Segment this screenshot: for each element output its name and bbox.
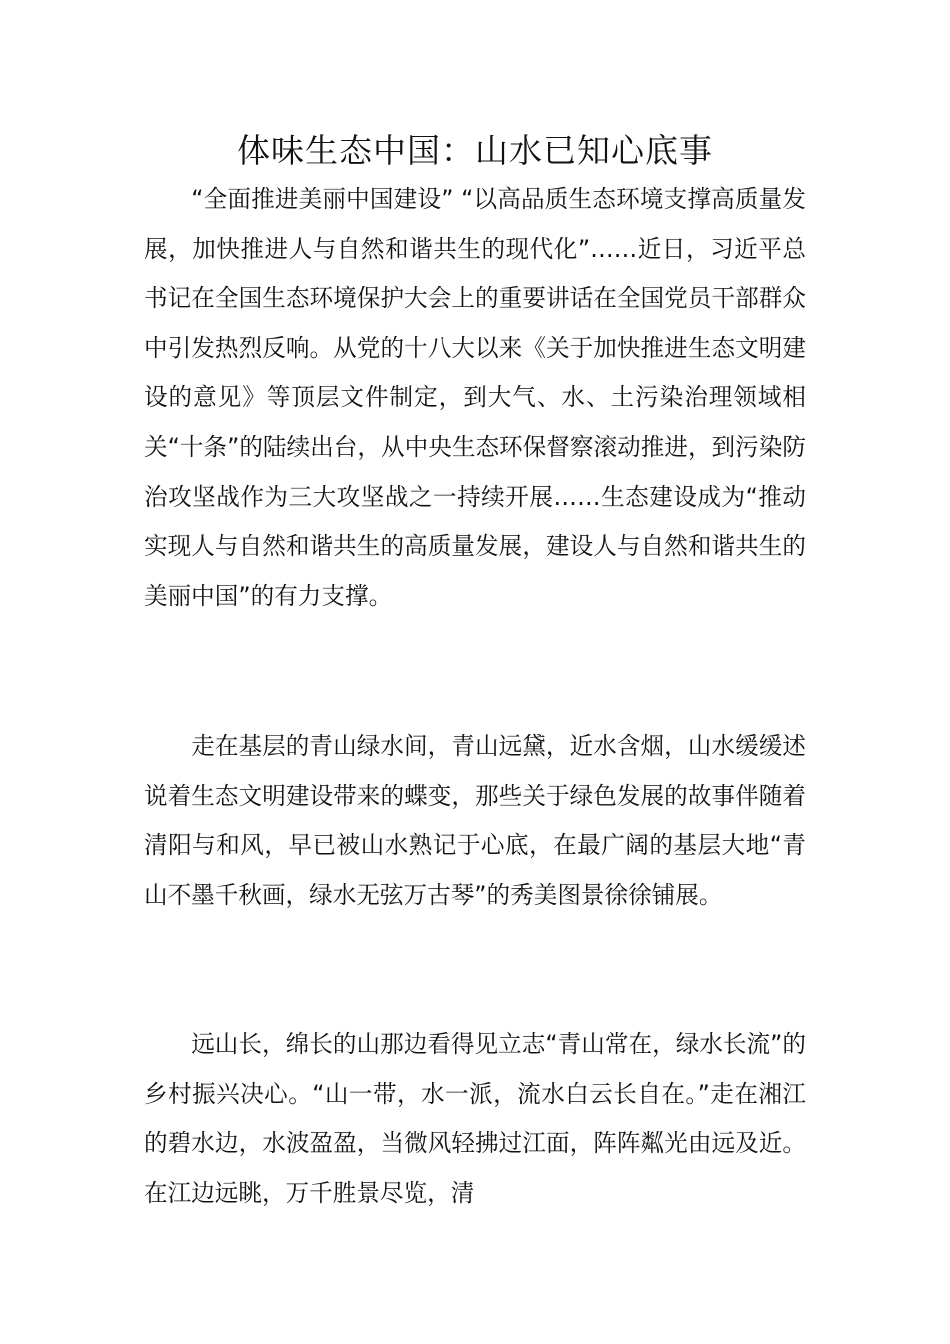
paragraph-3: 远山长，绵长的山那边看得见立志“青山常在，绿水长流”的乡村振兴决心。“山一带，水一派，流水白云长自在。”走在湘江的碧水边，水波盈盈，当微风轻拂过江面，阵阵粼光由远及近。在江边远眺，万千胜景尽览，清 — [144, 1030, 806, 1207]
paragraph-2: 走在基层的青山绿水间，青山远黛，近水含烟，山水缓缓述说着生态文明建设带来的蝶变，那些关于绿色发展的故事伴随着清阳与和风，早已被山水熟记于心底，在最广阔的基层大地“青山不墨千秋画，绿水无弦万古琴”的秀美图景徐徐铺展。 — [144, 732, 806, 909]
document-title: 体味生态中国：山水已知心底事 — [237, 131, 713, 170]
paragraph-1: “全面推进美丽中国建设” “以高品质生态环境支撑高质量发展，加快推进人与自然和谐共生的现代化”……近日，习近平总书记在全国生态环境保护大会上的重要讲话在全国党员干部群众中引发热烈反响。从党的十八大以来《关于加快推进生态文明建设的意见》等顶层文件制定，到大气、水、土污染治理领域相关“十条”的陆续出台，从中央生态环保督察滚动推进，到污染防治攻坚战作为三大攻坚战之一持续开展……生态建设成为“推动实现人与自然和谐共生的高质量发展，建设人与自然和谐共生的美丽中国”的有力支撑。 — [144, 185, 806, 610]
